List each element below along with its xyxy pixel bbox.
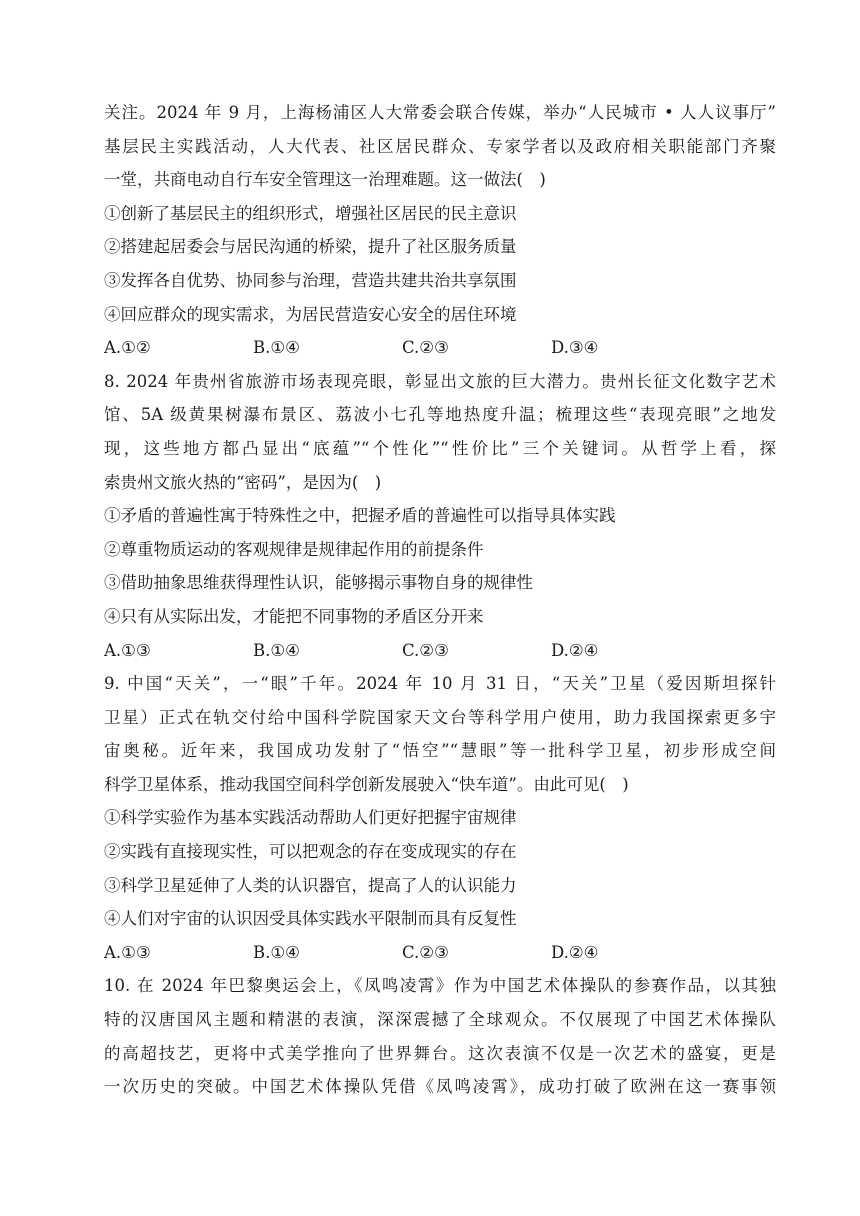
question-7	[104, 96, 776, 365]
stem-line: 一堂，共商电动自行车安全管理这一治理难题。这一做法( )	[104, 170, 546, 190]
option-c: C.②③	[402, 640, 449, 660]
stem-line: 一次历史的突破。中国艺术体操队凭借《凤鸣凌霄》，成功打破了欧洲在这一赛事领	[104, 1077, 776, 1097]
question-9	[104, 667, 776, 969]
document-page	[104, 96, 776, 1104]
stem-line: 现，这些地方都凸显出“底蕴”“个性化”“性价比”三个关键词。从哲学上看，探	[104, 438, 776, 458]
stem-line: 基层民主实践活动，人大代表、社区居民群众、专家学者以及政府相关职能部门齐聚	[104, 136, 776, 156]
stem-line: 特的汉唐国风主题和精湛的表演，深深震撼了全球观众。不仅展现了中国艺术体操队	[104, 1010, 776, 1030]
option-d: D.②④	[551, 942, 599, 962]
stem-line: 的高超技艺，更将中式美学推向了世界舞台。这次表演不仅是一次艺术的盛宴，更是	[104, 1043, 776, 1063]
answer-options	[104, 634, 776, 668]
option-c: C.②③	[402, 942, 449, 962]
question-8	[104, 365, 776, 667]
stem-line: 9. 中国“天关”，一“眼”千年。2024 年 10 月 31 日，“天关”卫星（爱因斯坦探针	[104, 674, 776, 694]
statement: ③发挥各自优势、协同参与治理，营造共建共治共享氛围	[104, 270, 517, 290]
option-b: B.①④	[253, 338, 300, 358]
option-d: D.②④	[551, 640, 599, 660]
option-b: B.①④	[253, 640, 300, 660]
stem-line: 10. 在 2024 年巴黎奥运会上，《凤鸣凌霄》作为中国艺术体操队的参赛作品，以其独	[104, 976, 776, 996]
question-10	[104, 969, 776, 1103]
statement: ③借助抽象思维获得理性认识，能够揭示事物自身的规律性	[104, 573, 533, 593]
answer-options	[104, 331, 776, 365]
stem-line: 关注。2024 年 9 月，上海杨浦区人大常委会联合传媒，举办“人民城市 • 人人议事厅”	[104, 103, 776, 122]
stem-line: 科学卫星体系，推动我国空间科学创新发展驶入“快车道”。由此可见( )	[104, 774, 629, 794]
statement: ②尊重物质运动的客观规律是规律起作用的前提条件	[104, 539, 484, 559]
option-a: A.①②	[104, 338, 151, 358]
statement: ①创新了基层民主的组织形式，增强社区居民的民主意识	[104, 203, 517, 223]
statement: ③科学卫星延伸了人类的认识器官，提高了人的认识能力	[104, 875, 517, 895]
statement: ④回应群众的现实需求，为居民营造安心安全的居住环境	[104, 304, 517, 324]
option-d: D.③④	[551, 338, 599, 358]
stem-line: 馆、5A 级黄果树瀑布景区、荔波小七孔等地热度升温；梳理这些“表现亮眼”之地发	[104, 405, 776, 425]
stem-line: 索贵州文旅火热的“密码”，是因为( )	[104, 472, 382, 492]
stem-line: 8. 2024 年贵州省旅游市场表现亮眼，彰显出文旅的巨大潜力。贵州长征文化数字艺术	[104, 371, 776, 391]
statement: ①科学实验作为基本实践活动帮助人们更好把握宇宙规律	[104, 808, 517, 828]
stem-line: 卫星）正式在轨交付给中国科学院国家天文台等科学用户使用，助力我国探索更多宇	[104, 707, 776, 727]
option-a: A.①③	[104, 942, 151, 962]
option-b: B.①④	[253, 942, 300, 962]
option-c: C.②③	[402, 338, 449, 358]
statement: ④人们对宇宙的认识因受具体实践水平限制而具有反复性	[104, 909, 517, 929]
option-a: A.①③	[104, 640, 151, 660]
answer-options	[104, 936, 776, 970]
statement: ②实践有直接现实性，可以把观念的存在变成现实的存在	[104, 842, 517, 862]
statement: ②搭建起居委会与居民沟通的桥梁，提升了社区服务质量	[104, 237, 517, 257]
statement: ④只有从实际出发，才能把不同事物的矛盾区分开来	[104, 606, 484, 626]
stem-line: 宙奥秘。近年来，我国成功发射了“悟空”“慧眼”等一批科学卫星，初步形成空间	[104, 741, 776, 761]
statement: ①矛盾的普遍性寓于特殊性之中，把握矛盾的普遍性可以指导具体实践	[104, 506, 616, 526]
